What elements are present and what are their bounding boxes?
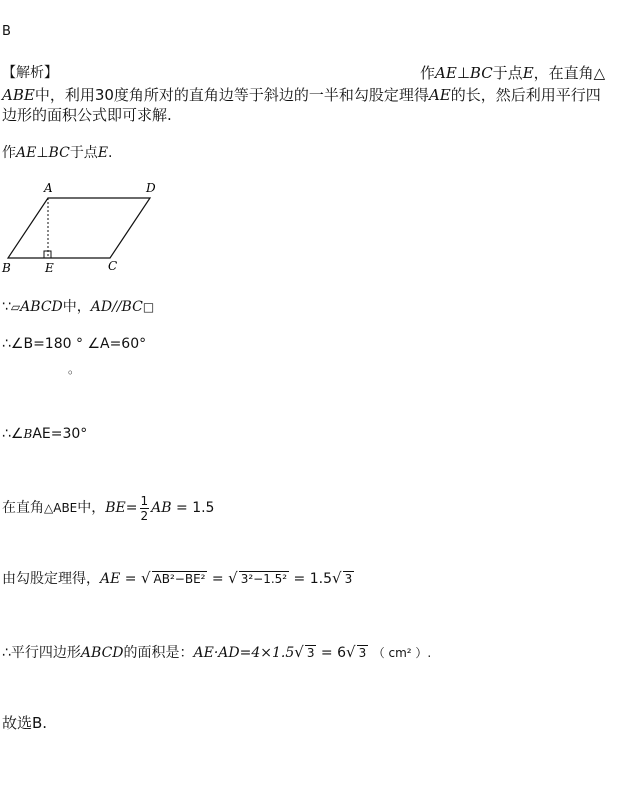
label-b: B	[2, 261, 11, 275]
parallelogram-abcd	[8, 198, 150, 258]
conclusion: 故选B.	[2, 714, 48, 732]
label-a: A	[44, 181, 53, 195]
label-d: D	[146, 181, 156, 195]
label-c: C	[108, 259, 118, 273]
step-construct-altitude: 作AE⊥BC于点E.	[2, 145, 113, 161]
label-e: E	[45, 261, 54, 275]
answer-letter: B	[2, 24, 11, 39]
analysis-heading: 【解析】	[2, 65, 58, 81]
step-pythagoras: 由勾股定理得，AE = √ AB²−BE² = √ 3²−1.5² = 1.5√ 3	[2, 569, 353, 587]
step-area: ∴平行四边形ABCD的面积是：AE·AD=4×1.5√ 3 = 6√ 3 （ cm² ）.	[2, 643, 432, 661]
small-circle-mark: 。	[68, 362, 81, 376]
analysis-line2: ABE中，利用30度角所对的直角边等于斜边的一半和勾股定理得AE的长，然后利用平行四	[2, 86, 601, 104]
fraction-one-half: $\frac{1}{2}$	[140, 493, 149, 523]
analysis-line3: 边形的面积公式即可求解.	[2, 106, 172, 124]
step-parallel: ∵▱ABCD中，AD//BC□	[2, 299, 155, 315]
step-angles: ∴∠B=180 ° ∠A=60°	[2, 336, 147, 352]
step-angle-bae: ∴∠BAE=30°	[2, 426, 88, 442]
parallelogram-figure	[0, 178, 170, 278]
analysis-line1: 作AE⊥BC于点E，在直角△	[420, 64, 606, 82]
step-be-length: 在直角△ABE中，BE= $\frac{1}{2}$ AB = 1.5	[2, 493, 215, 523]
